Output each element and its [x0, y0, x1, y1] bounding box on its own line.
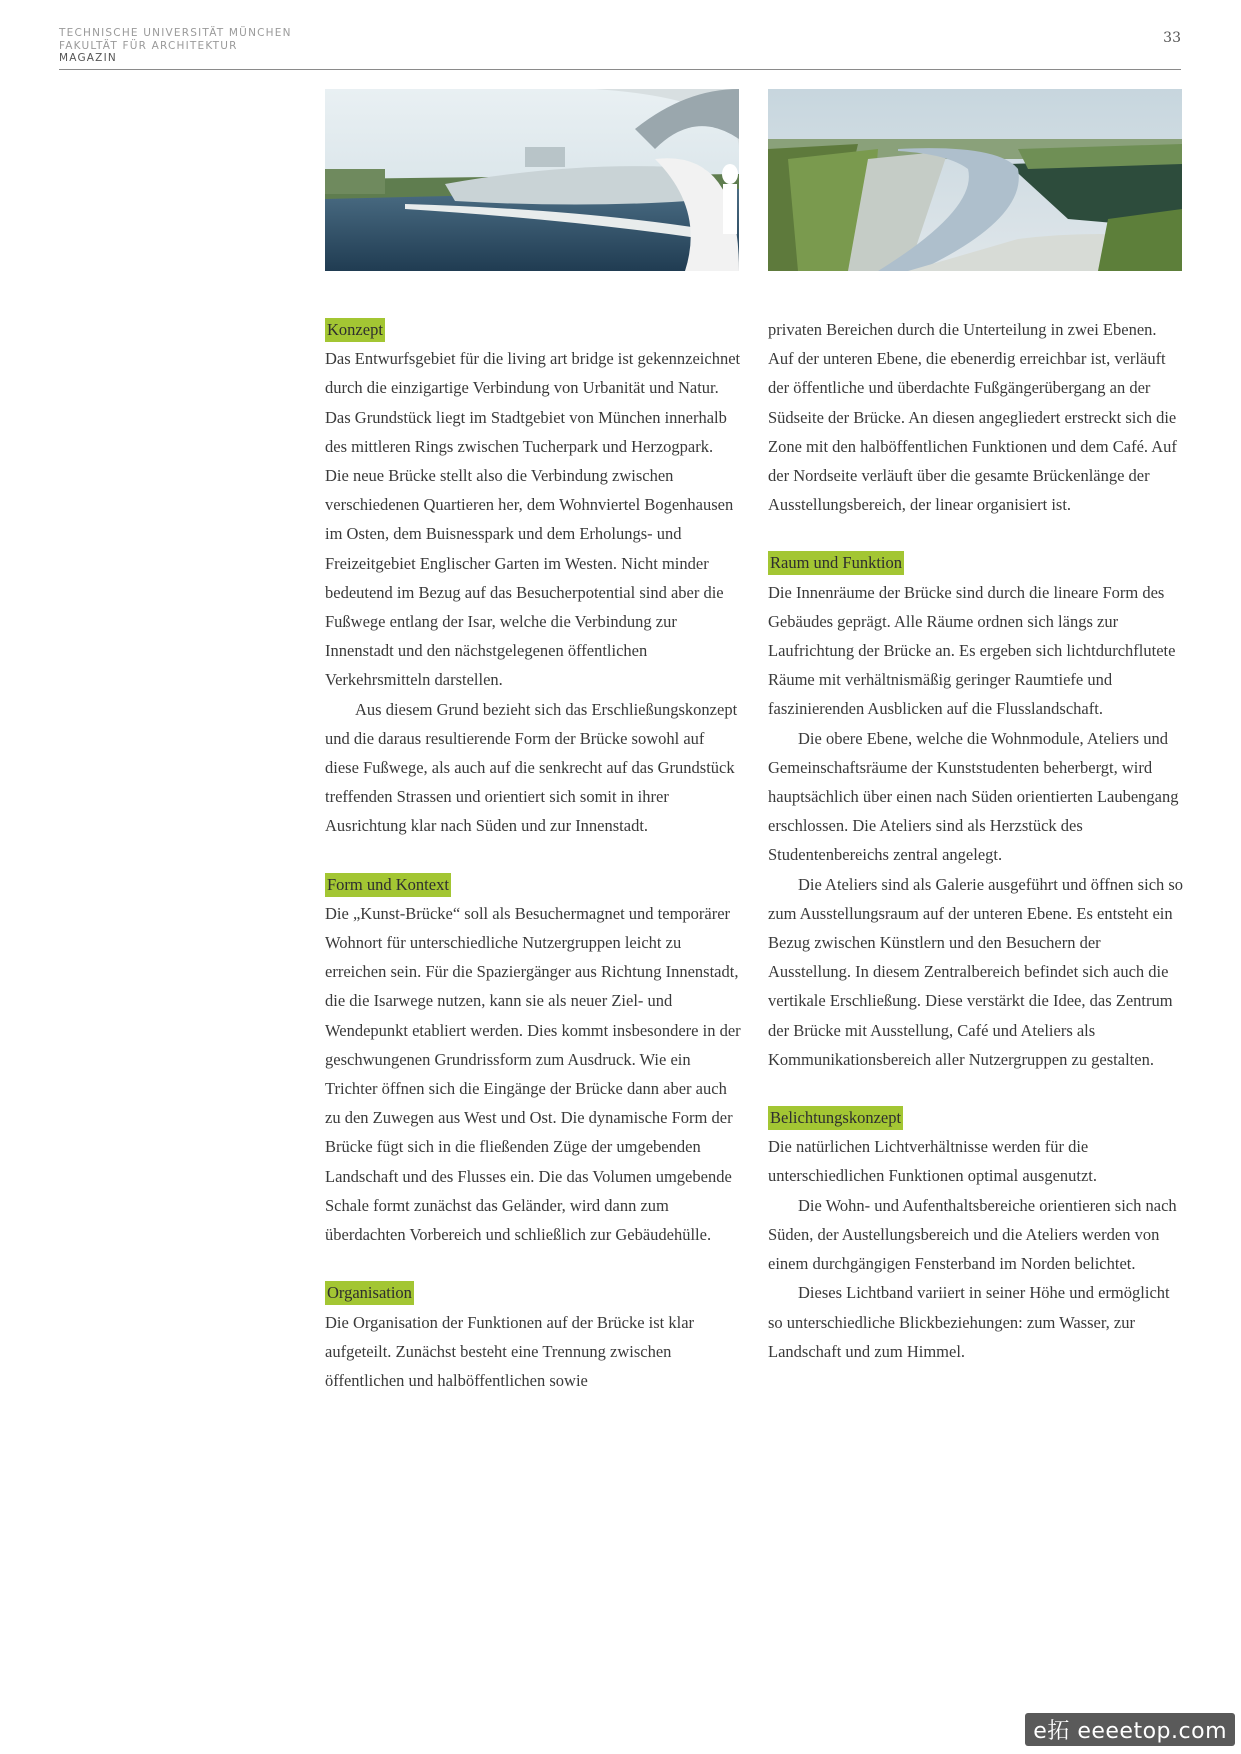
paragraph: privaten Bereichen durch die Unterteilung in zwei Ebenen. Auf der unteren Ebene, die ebenerdig erreichbar ist, verläuft der öffentliche und überdachte Fußgängerübergang an der Südseite der Brücke. An diesen angegliedert erstreckt sich die Zone mit den halböffentlichen Funktionen und dem Café. Auf der Nordseite verläuft über die gesamte Brückenlänge der Ausstellungsbereich, der linear organisiert ist.	[768, 320, 1177, 515]
page-number: 33	[1163, 30, 1181, 46]
header-section: MAGAZIN	[59, 52, 117, 64]
paragraph: Die obere Ebene, welche die Wohnmodule, Ateliers und Gemeinschaftsräume der Kunststudenten beherbergt, wird hauptsächlich über einen nach Süden orientierten Laubengang erschlossen. Die Ateliers sind als Herzstück des Studentenbereichs zentral angelegt.	[768, 728, 1179, 865]
left-text-column	[325, 315, 741, 1395]
heading-konzept: Konzept	[325, 318, 385, 342]
bridge-rendering-river-image	[325, 89, 739, 271]
heading-organisation: Organisation	[325, 1281, 414, 1305]
section-form-und-kontext	[325, 870, 741, 1250]
heading-raum-und-funktion: Raum und Funktion	[768, 551, 904, 575]
header-rule	[59, 69, 1181, 70]
paragraph: Die Innenräume der Brücke sind durch die lineare Form des Gebäudes geprägt. Alle Räume ordnen sich längs zur Laufrichtung der Brücke an. Es ergeben sich lichtdurchflutete Räume mit verhältnismäßig geringer Raumtiefe und faszinierenden Ausblicken auf die Flusslandschaft.	[768, 582, 1176, 719]
watermark-logo: e拓 eeeetop.com	[1025, 1713, 1235, 1746]
paragraph: Aus diesem Grund bezieht sich das Erschließungskonzept und die daraus resultierende Form der Brücke sowohl auf diese Fußwege, als auch auf die senkrecht auf das Grundstück treffenden Strassen und orientiert sich somit in ihrer Ausrichtung klar nach Süden und zur Innenstadt.	[325, 699, 738, 836]
header-university: TECHNISCHE UNIVERSITÄT MÜNCHEN	[59, 27, 292, 39]
section-konzept	[325, 315, 741, 841]
paragraph: Die Organisation der Funktionen auf der Brücke ist klar aufgeteilt. Zunächst besteht eine Trennung zwischen öffentlichen und halböffentlichen sowie	[325, 1312, 695, 1390]
section-organisation-continued	[768, 315, 1184, 519]
paragraph: Die natürlichen Lichtverhältnisse werden für die unterschiedlichen Funktionen optimal ausgenutzt.	[768, 1137, 1098, 1186]
paragraph: Dieses Lichtband variiert in seiner Höhe und ermöglicht so unterschiedliche Blickbeziehungen: zum Wasser, zur Landschaft und zum Himmel.	[768, 1283, 1170, 1361]
paragraph: Die „Kunst-Brücke“ soll als Besuchermagnet und temporärer Wohnort für unterschiedliche Nutzergruppen leicht zu erreichen sein. Für die Spaziergänger aus Richtung Innenstadt, die die Isarwege nutzen, kann sie als neuer Ziel- und Wendepunkt etabliert werden. Dies kommt insbesondere in der geschwungenen Grundrissform zum Ausdruck. Wie ein Trichter öffnen sich die Eingänge der Brücke dann aber auch zu den Zuwegen aus West und Ost. Die dynamische Form der Brücke fügt sich in die fließenden Züge der umgebenden Landschaft und des Flusses ein. Die das Volumen umgebende Schale formt zunächst das Geländer, wird dann zum überdachten Vorbereich und schließlich zur Gebäudehülle.	[325, 903, 741, 1245]
paragraph: Die Ateliers sind als Galerie ausgeführt und öffnen sich so zum Ausstellungsraum auf der unteren Ebene. Es entsteht ein Bezug zwischen Künstlern und den Besuchern der Ausstellung. In diesem Zentralbereich befindet sich auch die vertikale Erschließung. Diese verstärkt die Idee, das Zentrum der Brücke mit Ausstellung, Café und Ateliers als Kommunikationsbereich aller Nutzergruppen zu gestalten.	[768, 874, 1184, 1069]
heading-form-und-kontext: Form und Kontext	[325, 873, 451, 897]
paragraph: Die Wohn- und Aufenthaltsbereiche orientieren sich nach Süden, der Austellungsbereich und die Ateliers werden von einem durchgängigen Fensterband im Norden belichtet.	[768, 1195, 1177, 1274]
section-belichtungskonzept	[768, 1103, 1184, 1366]
header-institution	[59, 27, 292, 65]
section-organisation	[325, 1278, 741, 1395]
paragraph: Das Entwurfsgebiet für die living art bridge ist gekennzeichnet durch die einzigartige Verbindung von Urbanität und Natur. Das Grundstück liegt im Stadtgebiet von München innerhalb des mittleren Rings zwischen Tucherpark und Herzogpark. Die neue Brücke stellt also die Verbindung zwischen verschiedenen Quartieren her, dem Wohnviertel Bogenhausen im Osten, dem Buisnesspark und dem Erholungs- und Freizeitgebiet Englischer Garten im Westen. Nicht minder bedeutend im Bezug auf das Besucherpotential sind aber die Fußwege entlang der Isar, welche die Verbindung zur Innenstadt und den nächstgelegenen öffentlichen Verkehrsmitteln darstellen.	[325, 349, 741, 690]
heading-belichtungskonzept: Belichtungskonzept	[768, 1106, 903, 1130]
section-raum-und-funktion	[768, 548, 1184, 1074]
right-text-column	[768, 315, 1184, 1366]
header-faculty: FAKULTÄT FÜR ARCHITEKTUR	[59, 39, 238, 52]
bridge-rendering-aerial-image	[768, 89, 1182, 271]
